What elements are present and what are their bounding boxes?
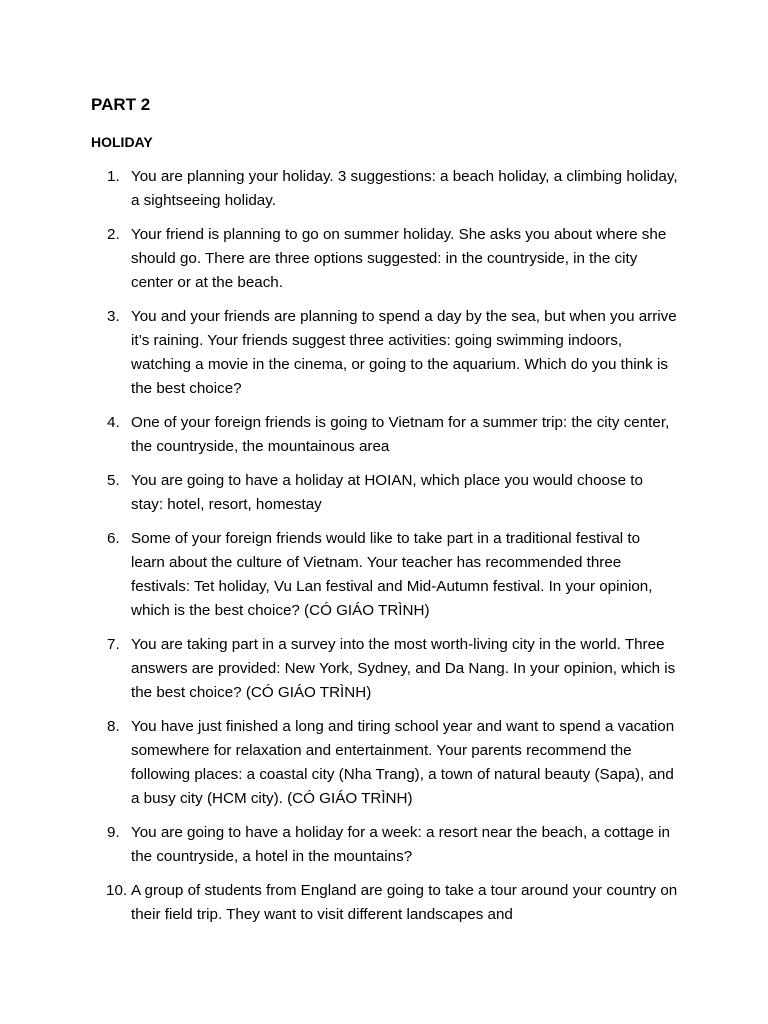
item-text: You are going to have a holiday at HOIAN, which place you would choose to stay: hotel, resort, homestay — [131, 472, 643, 513]
item-text: Some of your foreign friends would like to take part in a traditional festival to learn about the culture of Vietnam. Your teacher has recommended three festivals: Tet holiday, Vu Lan festival and Mid-Autumn festival. In your opinion, which is the best choice? (CÓ GIÁO TRÌNH) — [131, 530, 653, 619]
list-item — [0, 879, 768, 927]
item-text: You are planning your holiday. 3 suggestions: a beach holiday, a climbing holiday, a sightseeing holiday. — [131, 168, 678, 209]
section-title: HOLIDAY — [91, 134, 153, 150]
list-item — [0, 527, 768, 623]
item-number: 4. — [107, 414, 120, 431]
list-item — [0, 469, 768, 517]
list-item — [0, 821, 768, 869]
item-text: One of your foreign friends is going to Vietnam for a summer trip: the city center, the countryside, the mountainous area — [131, 414, 670, 455]
list-item — [0, 223, 768, 295]
part-title: PART 2 — [91, 95, 151, 114]
item-number: 9. — [107, 824, 120, 841]
item-number: 3. — [107, 308, 120, 325]
list-item — [0, 305, 768, 401]
item-number: 2. — [107, 226, 120, 243]
item-number: 7. — [107, 636, 120, 653]
item-number: 6. — [107, 530, 120, 547]
item-number: 8. — [107, 718, 120, 735]
question-list — [0, 165, 768, 937]
item-number: 10. — [106, 882, 128, 899]
item-number: 1. — [107, 168, 120, 185]
item-text: You are taking part in a survey into the most worth-living city in the world. Three answers are provided: New York, Sydney, and Da Nang. In your opinion, which is the best choice? (CÓ GIÁO TRÌNH) — [131, 636, 676, 701]
item-text: You have just finished a long and tiring school year and want to spend a vacation somewhere for relaxation and entertainment. Your parents recommend the following places: a coastal city (Nha Trang), a town of natural beauty (Sapa), and a busy city (HCM city). (CÓ GIÁO TRÌNH) — [131, 718, 675, 807]
item-text: You and your friends are planning to spend a day by the sea, but when you arrive it’s raining. Your friends suggest three activities: going swimming indoors, watching a movie in the cinema, or going to the aquarium. Which do you think is the best choice? — [131, 308, 677, 397]
item-text: A group of students from England are going to take a tour around your country on their field trip. They want to visit different landscapes and — [131, 882, 678, 923]
item-text: You are going to have a holiday for a week: a resort near the beach, a cottage in the countryside, a hotel in the mountains? — [131, 824, 670, 865]
list-item — [0, 633, 768, 705]
item-text: Your friend is planning to go on summer holiday. She asks you about where she should go. There are three options suggested: in the countryside, in the city center or at the beach. — [131, 226, 667, 291]
list-item — [0, 715, 768, 811]
item-number: 5. — [107, 472, 120, 489]
list-item — [0, 411, 768, 459]
list-item — [0, 165, 768, 213]
